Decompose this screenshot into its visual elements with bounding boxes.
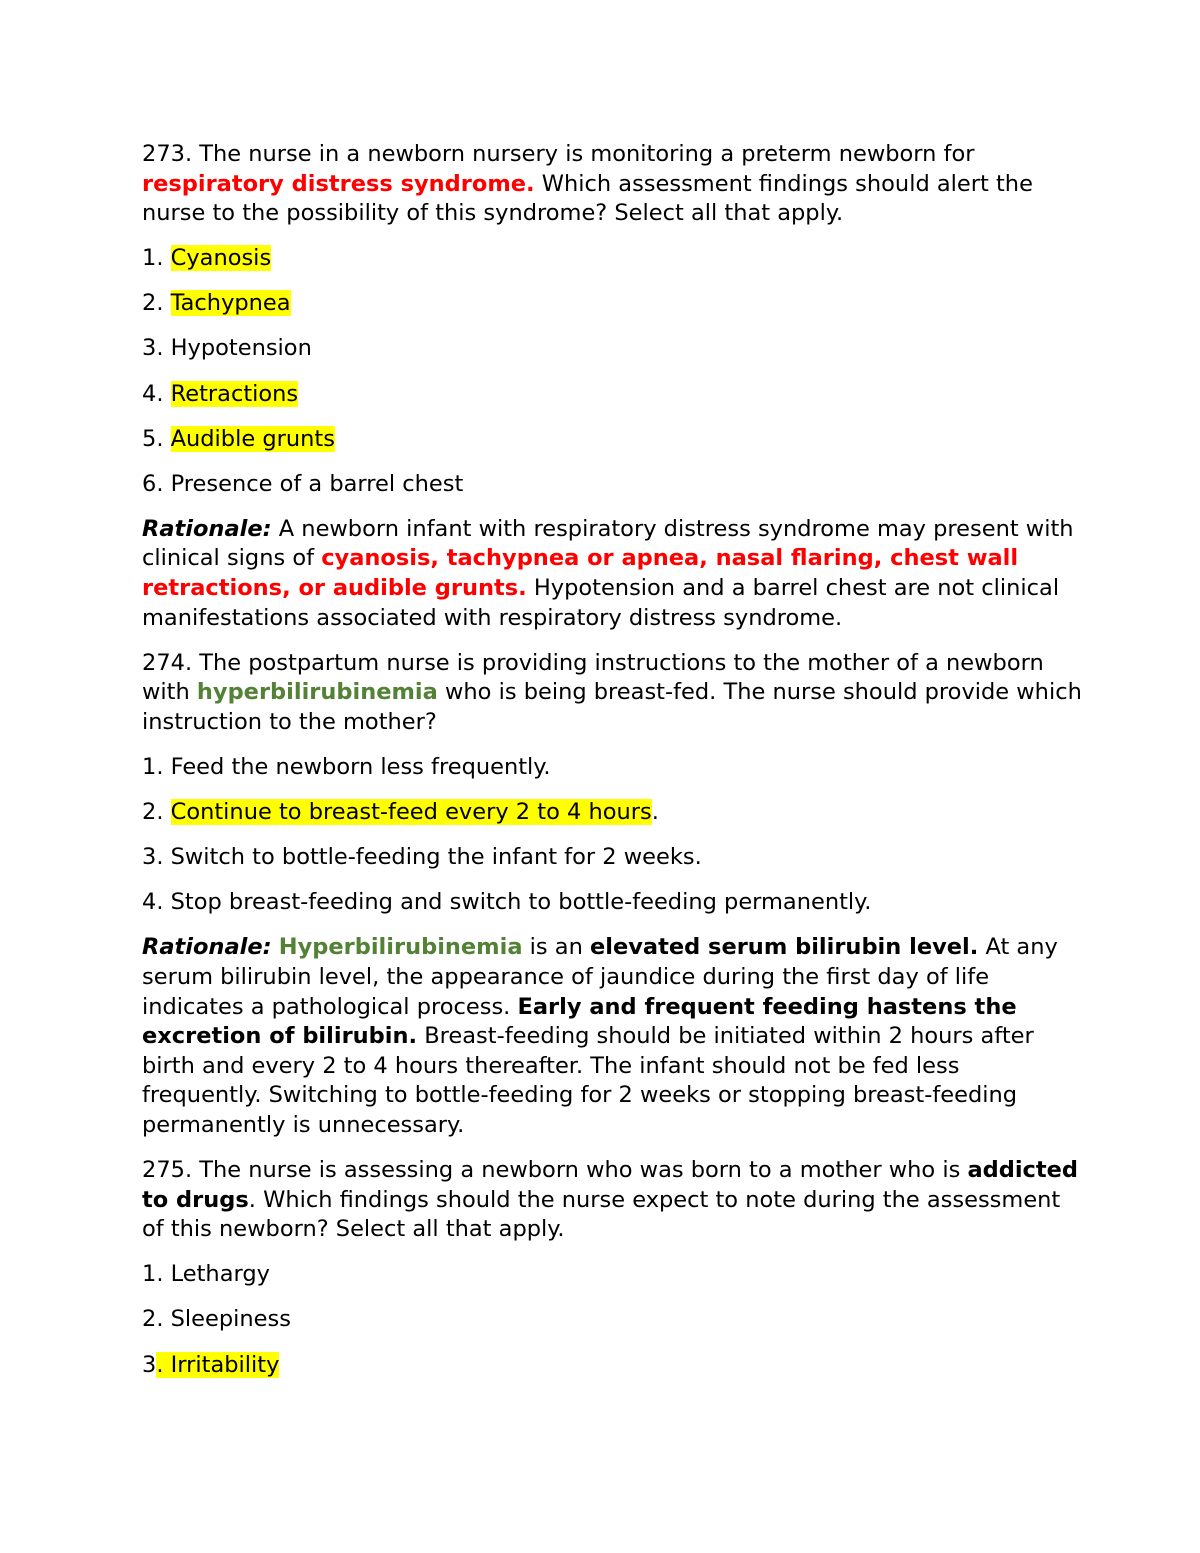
rationale-label: Rationale: <box>142 934 272 961</box>
option-273-2: 2. Tachypnea <box>142 290 291 317</box>
rationale-label: Rationale: <box>142 515 272 542</box>
key-signs: cyanosis, tachypnea or apnea, nasal flaring, chest wall retractions, or audible grunts. <box>142 545 1019 602</box>
option-273-6: 6. Presence of a barrel chest <box>142 470 464 497</box>
correct-answer-highlight: Retractions <box>170 380 299 407</box>
correct-answer-highlight: Cyanosis <box>170 245 272 272</box>
key-term-rds: respiratory distress syndrome. <box>142 170 535 197</box>
option-274-4: 4. Stop breast-feeding and switch to bottle-feeding permanently. <box>142 889 872 916</box>
option-273-5: 5. Audible grunts <box>142 425 335 452</box>
option-274-2: 2. Continue to breast-feed every 2 to 4 hours. <box>142 799 659 826</box>
option-273-1: 1. Cyanosis <box>142 245 272 272</box>
correct-answer-highlight: Continue to breast-feed every 2 to 4 hours <box>170 799 652 826</box>
key-term-hyperbilirubinemia: Hyperbilirubinemia <box>278 934 523 961</box>
option-275-2: 2. Sleepiness <box>142 1306 291 1333</box>
option-275-3: 3. Irritability <box>142 1351 280 1378</box>
key-term-addicted: addicted to drugs <box>142 1157 1079 1213</box>
correct-answer-highlight: Tachypnea <box>170 290 291 317</box>
document-page <box>142 140 1082 1396</box>
question-273-stem: 273. The nurse in a newborn nursery is monitoring a preterm newborn for respiratory distress syndrome. Which assessment findings should alert the nurse to the possibility of this syndrome? Select all that apply. <box>142 141 1033 227</box>
option-274-3: 3. Switch to bottle-feeding the infant for 2 weeks. <box>142 844 702 871</box>
option-274-1: 1. Feed the newborn less frequently. <box>142 754 551 780</box>
question-274-stem: 274. The postpartum nurse is providing instructions to the mother of a newborn with hyperbilirubinemia who is being breast-fed. The nurse should provide which instruction to the mother? <box>142 649 1082 735</box>
rationale-273: Rationale: A newborn infant with respiratory distress syndrome may present with clinical signs of cyanosis, tachypnea or apnea, nasal flaring, chest wall retractions, or audible grunts. Hypotension and a barrel chest are not clinical manifestations associated with respiratory distress syndrome. <box>142 515 1074 631</box>
rationale-274: Rationale: Hyperbilirubinemia is an elevated serum bilirubin level. At any serum bilirubin level, the appearance of jaundice during the first day of life indicates a pathological process. Early and frequent feeding hastens the excretion of bilirubin. Breast-feeding should be initiated within 2 hours after birth and every 2 to 4 hours thereafter. The infant should not be fed less frequently. Switching to bottle-feeding for 2 weeks or stopping breast-feeding permanently is unnecessary. <box>142 934 1058 1138</box>
option-273-3: 3. Hypotension <box>142 335 312 362</box>
option-275-1: 1. Lethargy <box>142 1261 270 1288</box>
correct-answer-highlight: . Irritability <box>156 1351 280 1378</box>
question-275-stem: 275. The nurse is assessing a newborn who was born to a mother who is addicted to drugs. Which findings should the nurse expect to note during the assessment of this newborn? Select all that apply. <box>142 1157 1079 1243</box>
correct-answer-highlight: Audible grunts <box>170 425 335 452</box>
option-273-4: 4. Retractions <box>142 380 299 407</box>
key-term-hyperbilirubinemia: hyperbilirubinemia <box>196 679 438 706</box>
